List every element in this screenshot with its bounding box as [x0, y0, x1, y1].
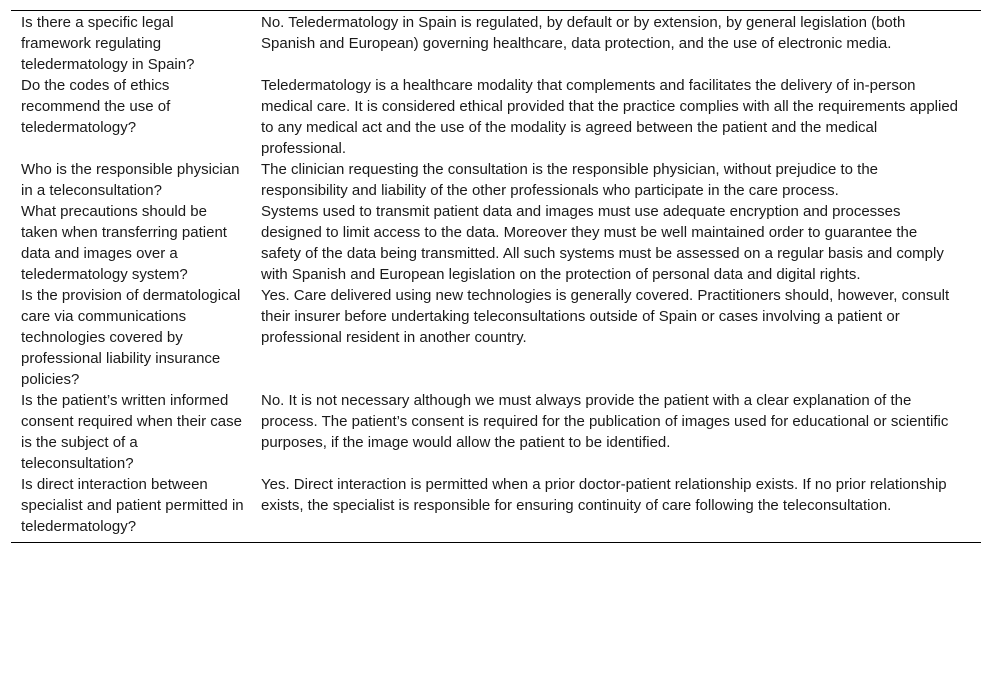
question-cell: [11, 75, 251, 159]
question-text: Do the codes of ethics recommend the use of teledermatology?: [21, 77, 171, 136]
question-cell: [11, 159, 251, 201]
answer-cell: [251, 75, 981, 159]
question-text: Who is the responsible physician in a teleconsultation?: [21, 161, 240, 199]
table-body: [11, 11, 981, 543]
table-row: [11, 390, 981, 474]
answer-cell: [251, 474, 981, 543]
question-cell: [11, 474, 251, 543]
answer-text: The clinician requesting the consultation is the responsible physician, without prejudice to the responsibility and liability of the other professionals who participate in the care process.: [261, 161, 879, 199]
answer-text: Systems used to transmit patient data and images must use adequate encryption and processes designed to limit access to the data. Moreover they must be well maintained order to guarantee the safety of the data being transmitted. All such systems must be assessed on a regular basis and comply with Spanish and European legislation on the protection of personal data and digital rights.: [261, 203, 944, 283]
answer-text: Teledermatology is a healthcare modality that complements and facilitates the delivery of in-person medical care. It is considered ethical provided that the practice complies with all the requirements applied to any medical act and the use of the modality is agreed between the patient and the medical professional.: [261, 77, 959, 157]
question-text: Is the patient’s written informed consent required when their case is the subject of a teleconsultation?: [21, 392, 242, 472]
question-text: Is the provision of dermatological care via communications technologies covered by professional liability insurance policies?: [21, 287, 241, 388]
question-text: Is there a specific legal framework regulating teledermatology in Spain?: [21, 14, 195, 73]
answer-text: No. It is not necessary although we must always provide the patient with a clear explanation of the process. The patient’s consent is required for the publication of images used for educational or scientific purposes, if the image would allow the patient to be identified.: [261, 392, 949, 451]
table-row: [11, 285, 981, 390]
question-cell: [11, 390, 251, 474]
answer-cell: [251, 11, 981, 76]
answer-text: Yes. Care delivered using new technologies is generally covered. Practitioners should, however, consult their insurer before undertaking teleconsultations outside of Spain or cases involving a patient or professional resident in another country.: [261, 287, 950, 346]
answer-text: Yes. Direct interaction is permitted when a prior doctor-patient relationship exists. If no prior relationship exists, the specialist is responsible for ensuring continuity of care following the teleconsultation.: [261, 476, 947, 514]
question-cell: [11, 285, 251, 390]
answer-cell: [251, 285, 981, 390]
answer-cell: [251, 159, 981, 201]
table-row: [11, 201, 981, 285]
question-text: Is direct interaction between specialist and patient permitted in teledermatology?: [21, 476, 244, 535]
question-cell: [11, 201, 251, 285]
question-text: What precautions should be taken when transferring patient data and images over a teledermatology system?: [21, 203, 227, 283]
question-cell: [11, 11, 251, 76]
table-row: [11, 159, 981, 201]
table-row: [11, 11, 981, 76]
faq-table-container: [11, 10, 981, 543]
answer-cell: [251, 390, 981, 474]
answer-cell: [251, 201, 981, 285]
teledermatology-faq-table: [11, 10, 981, 543]
answer-text: No. Teledermatology in Spain is regulated, by default or by extension, by general legislation (both Spanish and European) governing healthcare, data protection, and the use of electronic media.: [261, 14, 906, 52]
table-row: [11, 474, 981, 543]
table-row: [11, 75, 981, 159]
